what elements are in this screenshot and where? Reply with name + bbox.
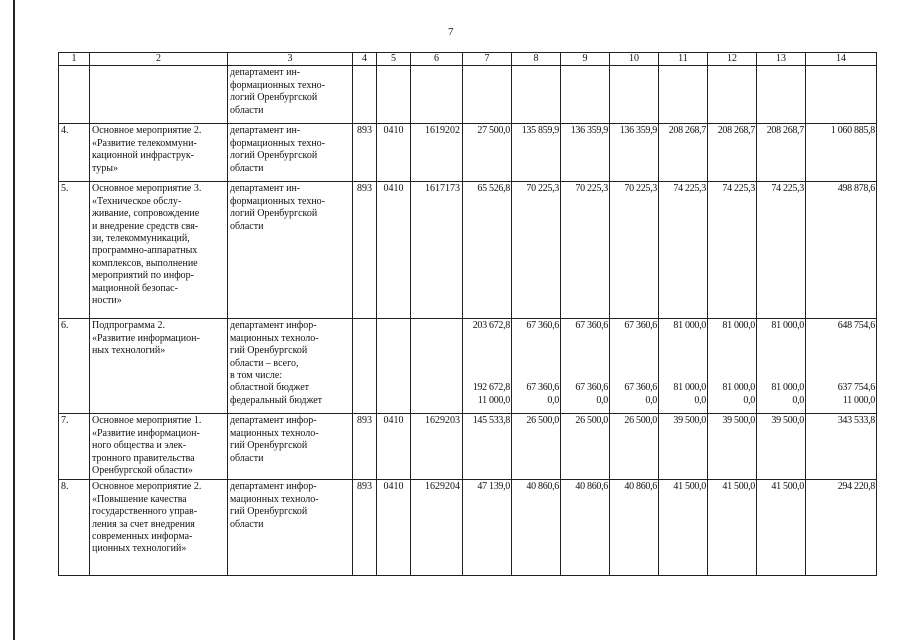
value-cell: 343 533,8	[806, 414, 877, 480]
header-cell: 7	[463, 53, 512, 66]
value-cell: 67 360,6 67 360,6 0,0	[610, 319, 659, 414]
measure-name-cell: Основное мероприятие 2. «Развитие телекоммуни- кационной инфраструк- туры»	[90, 124, 228, 182]
measure-name-cell: Основное мероприятие 2. «Повышение качества государственного управ- ления за счет внедрения современных информа- ционных технологий»	[90, 480, 228, 576]
header-cell: 2	[90, 53, 228, 66]
page-number: 7	[448, 26, 454, 38]
target-item-cell: 1617173	[411, 182, 463, 319]
value-cell: 41 500,0	[708, 480, 757, 576]
value-cell: 26 500,0	[561, 414, 610, 480]
table-row	[59, 480, 877, 576]
section-code-cell: 0410	[377, 124, 411, 182]
header-cell: 13	[757, 53, 806, 66]
header-row	[59, 53, 877, 66]
header-cell: 14	[806, 53, 877, 66]
table-row	[59, 414, 877, 480]
target-item-cell: 1629203	[411, 414, 463, 480]
value-cell: 203 672,8 192 672,8 11 000,0	[463, 319, 512, 414]
department-cell: департамент инфор- мационных техноло- гий Оренбургской области – всего, в том числе: областной бюджет федеральный бюджет	[228, 319, 353, 414]
value-cell: 208 268,7	[757, 124, 806, 182]
value-cell: 208 268,7	[708, 124, 757, 182]
value-cell: 26 500,0	[512, 414, 561, 480]
value-cell: 81 000,0 81 000,0 0,0	[708, 319, 757, 414]
value-cell: 41 500,0	[757, 480, 806, 576]
value-cell: 74 225,3	[708, 182, 757, 319]
header-cell: 11	[659, 53, 708, 66]
value-cell: 41 500,0	[659, 480, 708, 576]
section-code-cell: 0410	[377, 182, 411, 319]
section-code-cell: 0410	[377, 414, 411, 480]
value-cell: 40 860,6	[512, 480, 561, 576]
department-cell: департамент инфор- мационных техноло- гий Оренбургской области	[228, 414, 353, 480]
value-cell: 40 860,6	[610, 480, 659, 576]
value-cell: 27 500,0	[463, 124, 512, 182]
value-cell: 70 225,3	[610, 182, 659, 319]
row-number-cell: 5.	[59, 182, 90, 319]
target-item-cell	[411, 319, 463, 414]
value-cell: 74 225,3	[757, 182, 806, 319]
section-code-cell: 0410	[377, 480, 411, 576]
grbs-code-cell: 893	[353, 124, 377, 182]
value-cell: 70 225,3	[512, 182, 561, 319]
department-cell: департамент ин- формационных техно- логий Оренбургской области	[228, 182, 353, 319]
value-cell: 39 500,0	[708, 414, 757, 480]
header-cell: 8	[512, 53, 561, 66]
value-cell: 26 500,0	[610, 414, 659, 480]
value-cell: 81 000,0 81 000,0 0,0	[659, 319, 708, 414]
value-cell: 65 526,8	[463, 182, 512, 319]
header-cell: 1	[59, 53, 90, 66]
budget-table	[58, 52, 877, 576]
measure-name-cell: Подпрограмма 2. «Развитие информацион- ных технологий»	[90, 319, 228, 414]
table-row	[59, 319, 877, 414]
value-cell: 145 533,8	[463, 414, 512, 480]
value-cell: 74 225,3	[659, 182, 708, 319]
grbs-code-cell: 893	[353, 414, 377, 480]
value-cell: 135 859,9	[512, 124, 561, 182]
value-cell: 39 500,0	[659, 414, 708, 480]
value-cell: 648 754,6 637 754,6 11 000,0	[806, 319, 877, 414]
header-cell: 4	[353, 53, 377, 66]
value-cell: 1 060 885,8	[806, 124, 877, 182]
value-cell: 208 268,7	[659, 124, 708, 182]
table-row	[59, 124, 877, 182]
page-edge-line	[13, 0, 15, 640]
department-cell: департамент ин- формационных техно- логий Оренбургской области	[228, 124, 353, 182]
row-number-cell: 6.	[59, 319, 90, 414]
target-item-cell: 1619202	[411, 124, 463, 182]
value-cell: 136 359,9	[610, 124, 659, 182]
grbs-code-cell: 893	[353, 182, 377, 319]
section-code-cell	[377, 319, 411, 414]
row-number-cell: 4.	[59, 124, 90, 182]
row-number-cell: 8.	[59, 480, 90, 576]
value-cell: 498 878,6	[806, 182, 877, 319]
value-cell: 47 139,0	[463, 480, 512, 576]
department-cell: департамент ин- формационных техно- логий Оренбургской области	[228, 66, 353, 124]
value-cell: 81 000,0 81 000,0 0,0	[757, 319, 806, 414]
target-item-cell: 1629204	[411, 480, 463, 576]
header-cell: 3	[228, 53, 353, 66]
value-cell: 67 360,6 67 360,6 0,0	[512, 319, 561, 414]
header-cell: 5	[377, 53, 411, 66]
department-cell: департамент инфор- мационных техноло- гий Оренбургской области	[228, 480, 353, 576]
header-cell: 12	[708, 53, 757, 66]
value-cell: 136 359,9	[561, 124, 610, 182]
table-row	[59, 182, 877, 319]
value-cell: 70 225,3	[561, 182, 610, 319]
value-cell: 40 860,6	[561, 480, 610, 576]
measure-name-cell: Основное мероприятие 3. «Техническое обслу- живание, сопровождение и внедрение средств свя- зи, телекоммуникаций, программно-аппаратных комплексов, выполнение мероприятий по инфор- мационной безопас- ности»	[90, 182, 228, 319]
header-cell: 10	[610, 53, 659, 66]
value-cell: 39 500,0	[757, 414, 806, 480]
grbs-code-cell	[353, 319, 377, 414]
value-cell: 67 360,6 67 360,6 0,0	[561, 319, 610, 414]
continuation-row	[59, 66, 877, 124]
header-cell: 6	[411, 53, 463, 66]
measure-name-cell: Основное мероприятие 1. «Развитие информацион- ного общества и элек- тронного правительства Оренбургской области»	[90, 414, 228, 480]
value-cell: 294 220,8	[806, 480, 877, 576]
row-number-cell: 7.	[59, 414, 90, 480]
header-cell: 9	[561, 53, 610, 66]
grbs-code-cell: 893	[353, 480, 377, 576]
